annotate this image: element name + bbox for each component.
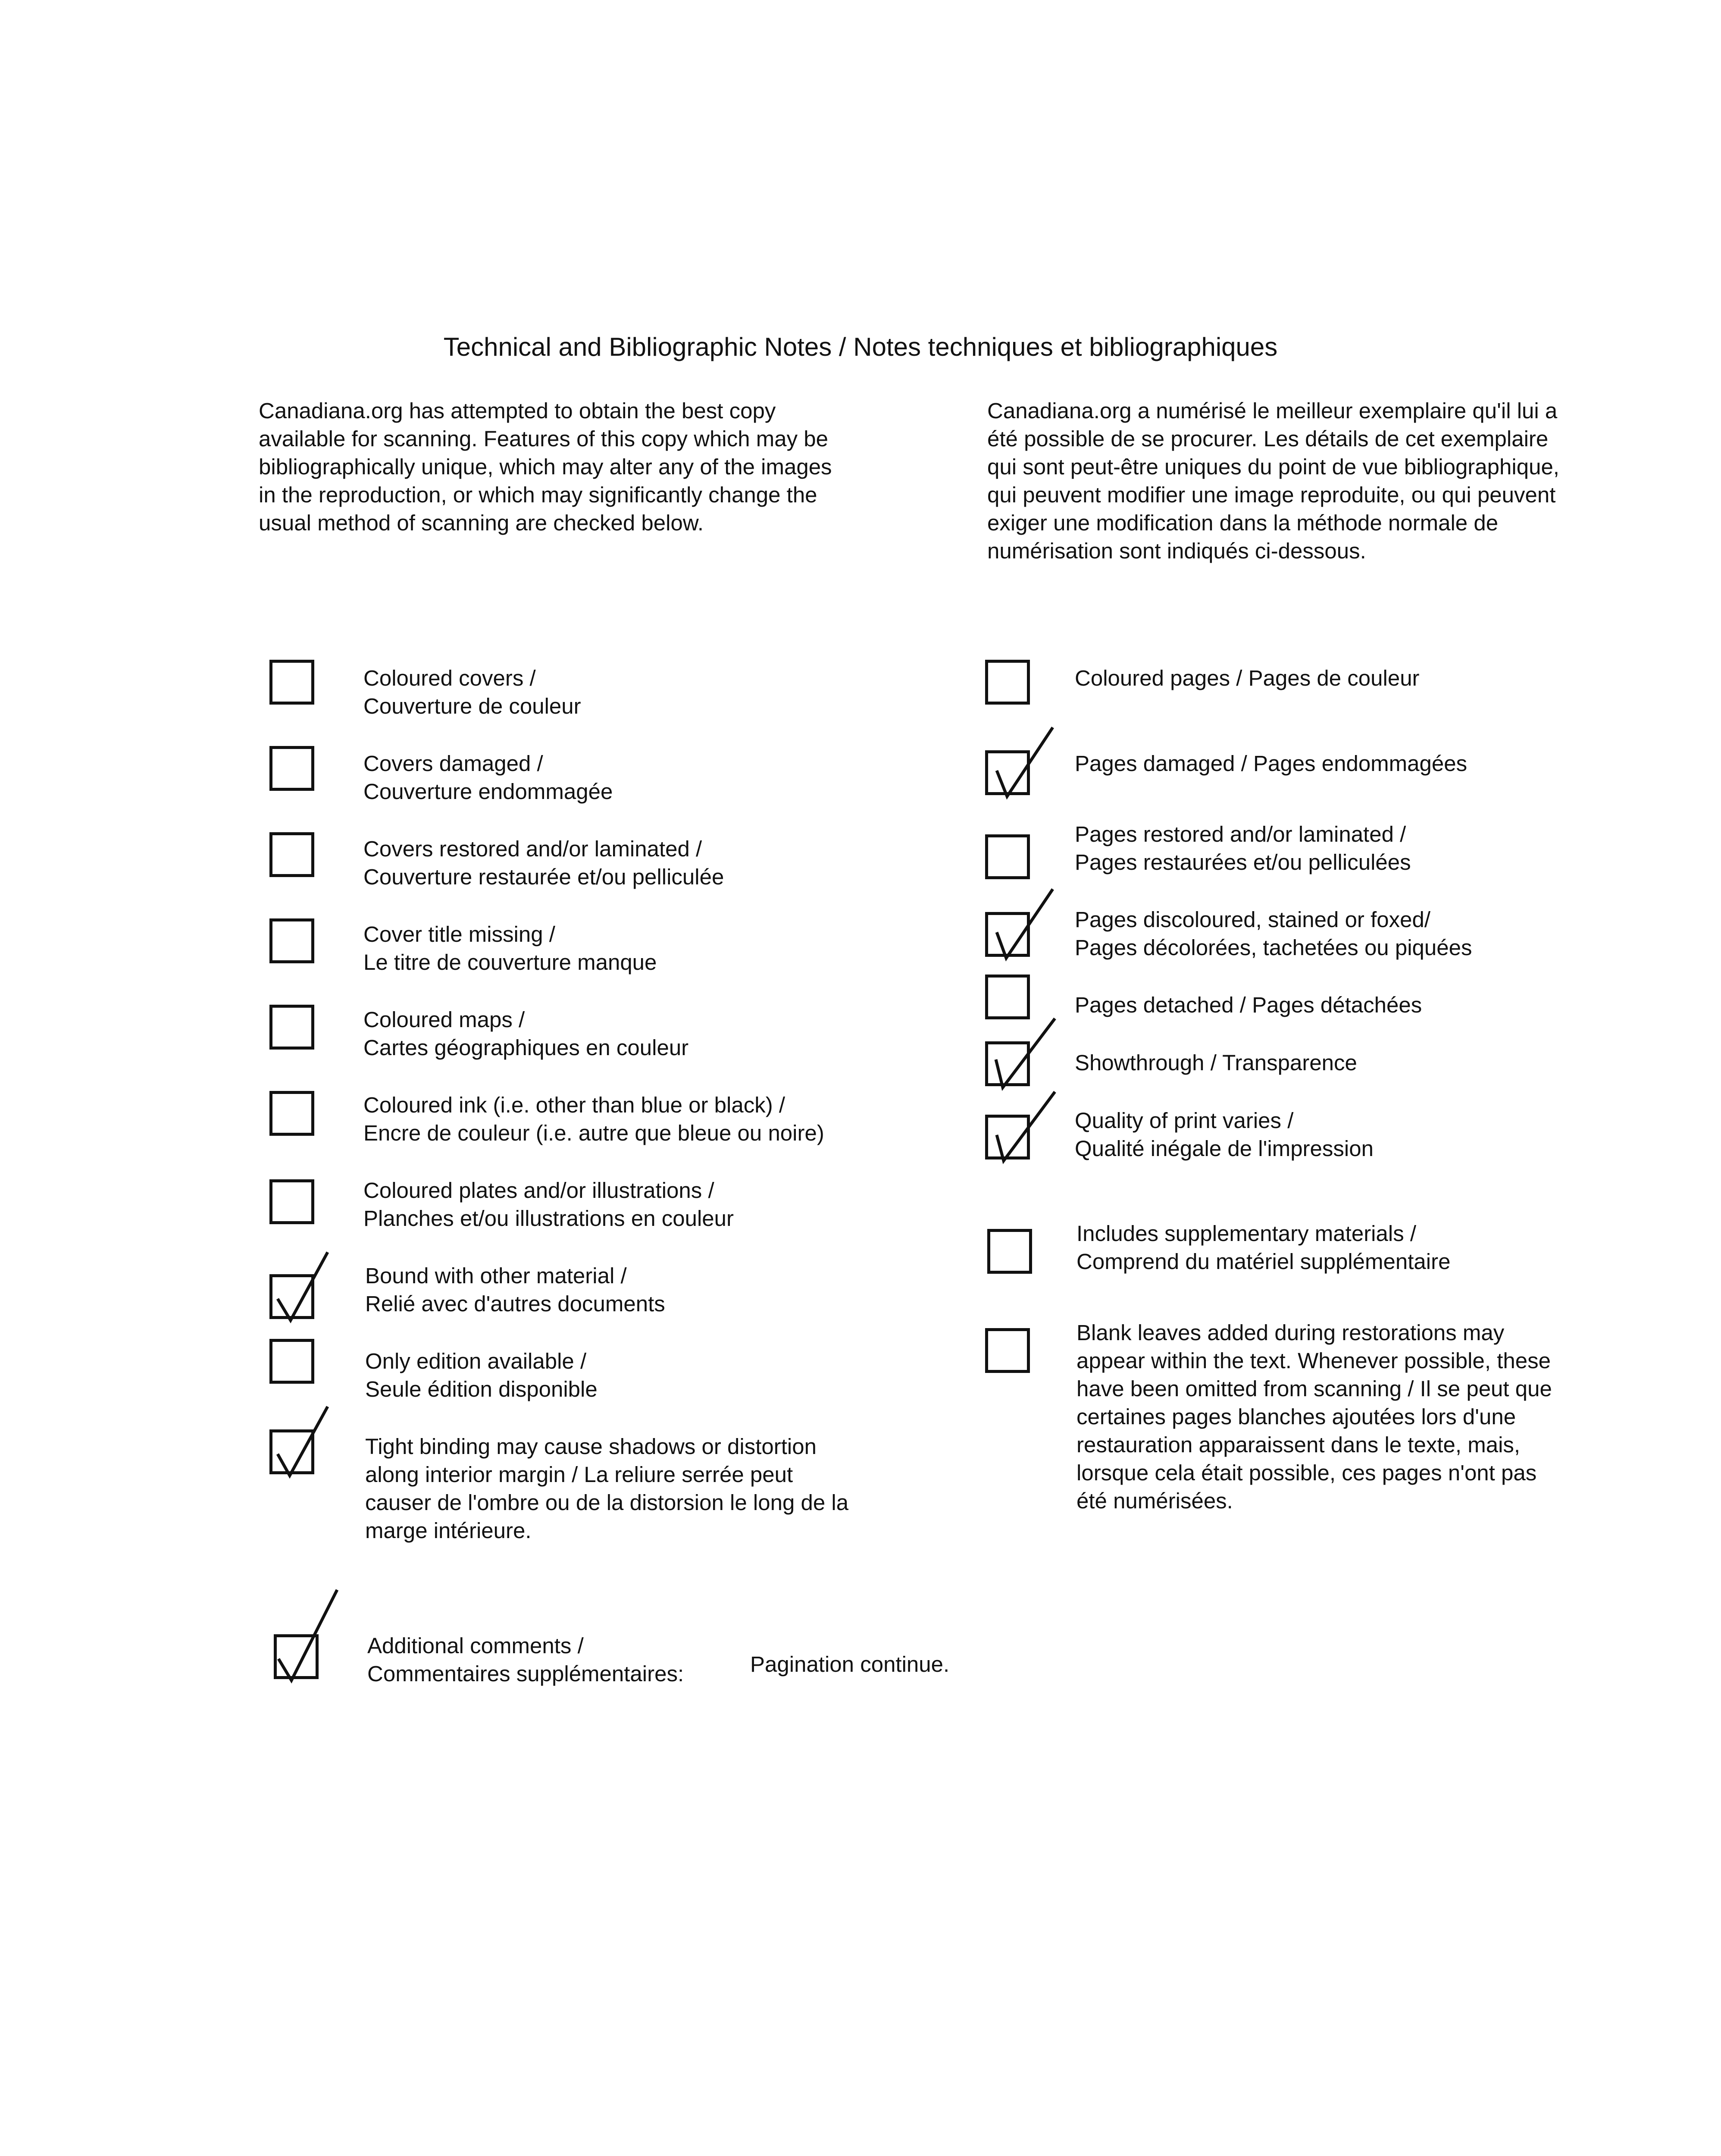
label-coloured-maps: Coloured maps / Cartes géographiques en couleur bbox=[363, 1007, 689, 1060]
checkbox-showthrough[interactable] bbox=[985, 1041, 1030, 1086]
label-only-edition: Only edition available / Seule édition disponible bbox=[365, 1349, 598, 1401]
checkbox-covers-restored[interactable] bbox=[269, 832, 314, 877]
additional-comments-value: Pagination continue. bbox=[750, 1652, 950, 1677]
label-bound-with: Bound with other material / Relié avec d'autres documents bbox=[365, 1263, 665, 1316]
label-blank-leaves: Blank leaves added during restorations may appear within the text. Whenever possible, these have been omitted from scanning / Il se peut que certaines pages blanches ajoutées lors d'une restauration apparaissent dans le texte, mais, lorsque cela était possible, ces pages n'ont pas été numérisées. bbox=[1076, 1320, 1552, 1513]
checkmark-icon bbox=[268, 1251, 329, 1325]
intro-english-text: Canadiana.org has attempted to obtain the best copy available for scanning. Features of this copy which may be bibliographically unique, which may alter any of the images in the reproduction, or which may significantly change the usual method of scanning are checked below. bbox=[259, 398, 832, 535]
label-additional-comments: Additional comments / Commentaires supplémentaires: bbox=[367, 1633, 684, 1686]
label-pages-restored: Pages restored and/or laminated / Pages restaurées et/ou pelliculées bbox=[1075, 822, 1411, 874]
checkbox-coloured-plates[interactable] bbox=[269, 1179, 314, 1224]
checkbox-only-edition[interactable] bbox=[269, 1339, 314, 1384]
label-pages-damaged: Pages damaged / Pages endommagées bbox=[1075, 751, 1468, 776]
label-coloured-pages: Coloured pages / Pages de couleur bbox=[1075, 666, 1420, 690]
checkmark-icon bbox=[272, 1611, 346, 1685]
checkbox-coloured-maps[interactable] bbox=[269, 1005, 314, 1050]
checkbox-coloured-ink[interactable] bbox=[269, 1091, 314, 1136]
checkbox-pages-detached[interactable] bbox=[985, 975, 1030, 1019]
intro-french bbox=[987, 397, 1660, 565]
checkmark-icon bbox=[984, 1018, 1057, 1092]
checkbox-coloured-covers[interactable] bbox=[269, 660, 314, 705]
label-quality-of-print: Quality of print varies / Qualité inégale de l'impression bbox=[1075, 1108, 1374, 1161]
checkbox-cover-title-missing[interactable] bbox=[269, 918, 314, 963]
label-coloured-covers: Coloured covers / Couverture de couleur bbox=[363, 666, 581, 718]
label-pages-detached: Pages detached / Pages détachées bbox=[1075, 993, 1422, 1017]
label-tight-binding: Tight binding may cause shadows or distortion along interior margin / La reliure serrée peut causer de l'ombre ou de la distorsion le long de la marge intérieure. bbox=[365, 1434, 849, 1543]
checkbox-blank-leaves[interactable] bbox=[985, 1328, 1030, 1373]
checkbox-pages-restored[interactable] bbox=[985, 834, 1030, 879]
label-covers-restored: Covers restored and/or laminated / Couverture restaurée et/ou pelliculée bbox=[363, 837, 724, 889]
checkbox-covers-damaged[interactable] bbox=[269, 746, 314, 791]
label-covers-damaged: Covers damaged / Couverture endommagée bbox=[363, 751, 613, 804]
checkbox-bound-with[interactable] bbox=[269, 1274, 314, 1319]
checkmark-icon bbox=[984, 727, 1057, 801]
page-title: Technical and Bibliographic Notes / Notes techniques et bibliographiques bbox=[443, 332, 1278, 361]
label-pages-discoloured: Pages discoloured, stained or foxed/ Pages décolorées, tachetées ou piquées bbox=[1075, 907, 1472, 960]
label-showthrough: Showthrough / Transparence bbox=[1075, 1050, 1357, 1075]
checkbox-pages-damaged[interactable] bbox=[985, 750, 1030, 795]
checkbox-supplementary-materials[interactable] bbox=[987, 1229, 1032, 1274]
checkbox-quality-of-print[interactable] bbox=[985, 1115, 1030, 1159]
intro-english bbox=[259, 397, 948, 537]
label-coloured-plates: Coloured plates and/or illustrations / Planches et/ou illustrations en couleur bbox=[363, 1178, 734, 1231]
checkmark-icon bbox=[268, 1407, 329, 1480]
label-coloured-ink: Coloured ink (i.e. other than blue or black) / Encre de couleur (i.e. autre que bleue ou noire) bbox=[363, 1093, 824, 1145]
label-cover-title-missing: Cover title missing / Le titre de couverture manque bbox=[363, 922, 657, 975]
label-supplementary-materials: Includes supplementary materials / Comprend du matériel supplémentaire bbox=[1076, 1221, 1451, 1274]
checkmark-icon bbox=[984, 889, 1057, 962]
checkbox-pages-discoloured[interactable] bbox=[985, 912, 1030, 957]
checkbox-tight-binding[interactable] bbox=[269, 1429, 314, 1474]
checkbox-additional-comments[interactable] bbox=[274, 1634, 319, 1679]
intro-french-text: Canadiana.org a numérisé le meilleur exemplaire qu'il lui a été possible de se procurer. Les détails de cet exemplaire qui sont peut-être uniques du point de vue bibliographique, qui peuvent modifier une image reproduite, ou qui peuvent exiger une modification dans la méthode normale de numérisation sont indiqués ci-dessous. bbox=[987, 398, 1559, 563]
checkbox-coloured-pages[interactable] bbox=[985, 660, 1030, 705]
checkmark-icon bbox=[984, 1092, 1057, 1165]
